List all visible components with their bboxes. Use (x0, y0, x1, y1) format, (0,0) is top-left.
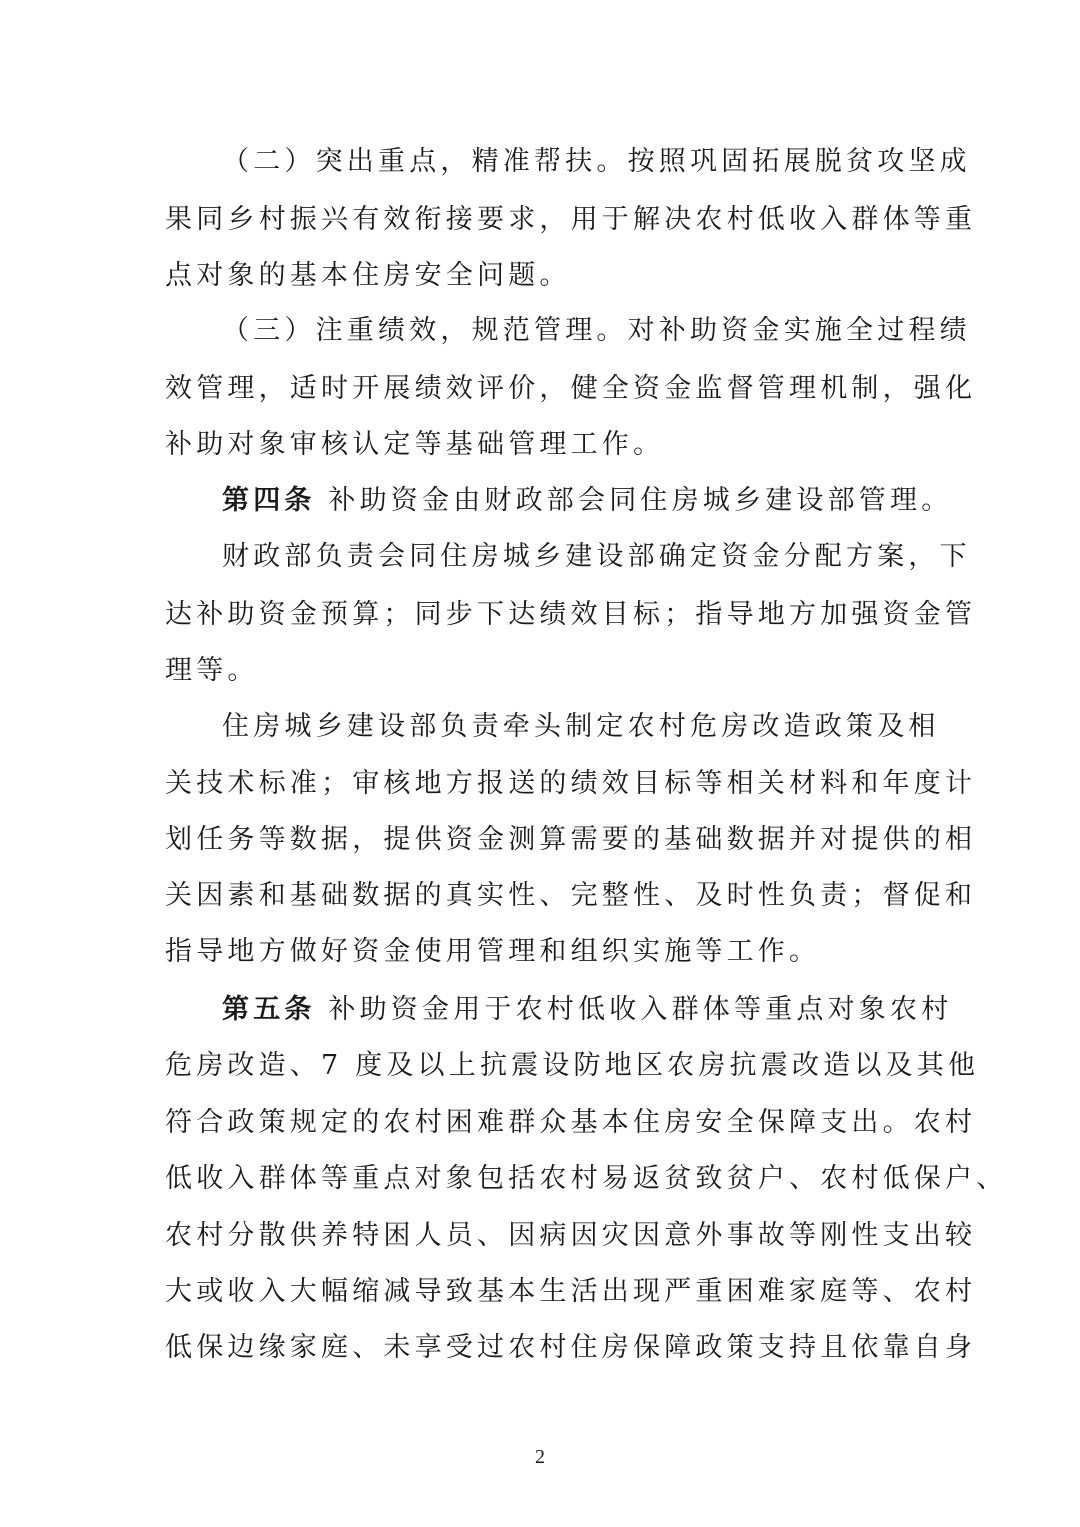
text-line: 补助对象审核认定等基础管理工作。 (165, 429, 665, 460)
text-line: 指导地方做好资金使用管理和组织实施等工作。 (165, 936, 821, 967)
article-heading-line: 第四条 补助资金由财政部会同住房城乡建设部管理。 (222, 485, 953, 516)
text-line: 果同乡村振兴有效衔接要求，用于解决农村低收入群体等重 (165, 204, 977, 235)
text-line: 关技术标准；审核地方报送的绩效目标等相关材料和年度计 (165, 768, 977, 799)
text-line: 住房城乡建设部负责牵头制定农村危房改造政策及相 (222, 711, 940, 742)
text-line: 划任务等数据，提供资金测算需要的基础数据并对提供的相 (165, 824, 977, 855)
article-heading-line: 第五条 补助资金用于农村低收入群体等重点对象农村 (222, 994, 953, 1025)
text-line: （二）突出重点，精准帮扶。按照巩固拓展脱贫攻坚成 (222, 146, 971, 177)
text-line: 农村分散供养特困人员、因病因灾因意外事故等刚性支出较 (165, 1220, 977, 1251)
article-label: 第四条 (222, 485, 316, 516)
text-line: 大或收入大幅缩减导致基本生活出现严重困难家庭等、农村 (165, 1276, 977, 1307)
text-line: 理等。 (165, 655, 259, 686)
text-line: （三）注重绩效，规范管理。对补助资金实施全过程绩 (222, 315, 971, 346)
text-line: 财政部负责会同住房城乡建设部确定资金分配方案，下 (222, 541, 971, 572)
text-line: 效管理，适时开展绩效评价，健全资金监督管理机制，强化 (165, 373, 977, 404)
text-line: 达补助资金预算；同步下达绩效目标；指导地方加强资金管 (165, 599, 977, 630)
text-line: 低收入群体等重点对象包括农村易返贫致贫户、农村低保户、 (165, 1163, 1008, 1194)
text-line: 低保边缘家庭、未享受过农村住房保障政策支持且依靠自身 (165, 1332, 977, 1363)
text-line: 危房改造、7 度及以上抗震设防地区农房抗震改造以及其他 (165, 1050, 980, 1081)
page-number: 2 (535, 1446, 545, 1468)
text-line: 点对象的基本住房安全问题。 (165, 260, 571, 291)
text-line: 关因素和基础数据的真实性、完整性、及时性负责；督促和 (165, 880, 977, 911)
text-line: 符合政策规定的农村困难群众基本住房安全保障支出。农村 (165, 1107, 977, 1138)
article-label: 第五条 (222, 994, 316, 1025)
